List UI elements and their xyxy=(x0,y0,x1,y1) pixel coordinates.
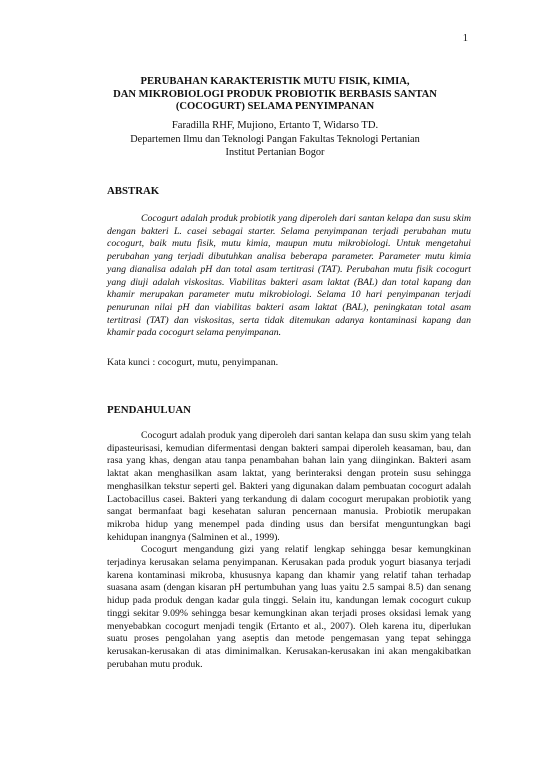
affiliation-line-1: Departemen Ilmu dan Teknologi Pangan Fakultas Teknologi Pertanian xyxy=(130,133,420,145)
title-block xyxy=(0,76,550,160)
intro-paragraph-2: Cocogurt mengandung gizi yang relatif lengkap sehingga besar kemungkinan terjadinya kerusakan selama penyimpanan. Kerusakan pada produk yogurt biasanya terjadi karena kontaminasi mikroba, khususnya kapang dan khamir yang relatif tahan terhadap suasana asam (dengan kisaran pH pertumbuhan yang luas yaitu 2.5 sampai 8.5) dan senang hidup pada produk dengan kadar gula tinggi. Selain itu, kandungan lemak cocogurt cukup tinggi sekitar 9.09% sehingga besar kemungkinan akan terjadi proses oksidasi lemak yang menyebabkan cocogurt menjadi tengik (Ertanto et al., 2007). Oleh karena itu, diperlukan suatu proses pengolahan yang aseptis dan metode pengemasan yang tepat sehingga kerusakan-kerusakan di atas diminimalkan. Kerusakan-kerusakan ini akan mengakibatkan perubahan mutu produk. xyxy=(107,544,471,670)
intro-heading: PENDAHULUAN xyxy=(107,404,191,416)
authors: Faradilla RHF, Mujiono, Ertanto T, Widarso TD. xyxy=(171,119,379,131)
paper-title-line-1: PERUBAHAN KARAKTERISTIK MUTU FISIK, KIMIA, xyxy=(140,76,410,87)
paper-title-line-2: DAN MIKROBIOLOGI PRODUK PROBIOTIK BERBASIS SANTAN xyxy=(113,88,437,100)
abstract-text: Cocogurt adalah produk probiotik yang diperoleh dari santan kelapa dan susu skim dengan bakteri L. casei sebagai starter. Selama penyimpanan terjadi perubahan mutu cocogurt, baik mutu fisik, mutu kimia, maupun mutu mikrobiologi. Untuk mengetahui perubahan yang terjadi dibutuhkan analisa beberapa parameter. Parameter mutu kimia yang dianalisa adalah pH dan total asam tertitrasi (TAT). Perubahan mutu fisik cocogurt yang diuji adalah viskositas. Viabilitas bakteri asam laktat (BAL) dan total kapang dan khamir merupakan parameter mutu mikrobiologi. Selama 10 hari penyimpanan terjadi penurunan nilai pH dan viabilitas bakteri asam laktat (BAL), peningkatan total asam tertitrasi (TAT) dan viskositas, serta tidak ditemukan adanya kontaminasi kapang dan khamir pada cocogurt selama penyimpanan. xyxy=(107,213,471,339)
page-number: 1 xyxy=(462,33,468,44)
abstract-heading: ABSTRAK xyxy=(107,185,160,197)
affiliation-line-2: Institut Pertanian Bogor xyxy=(225,147,325,158)
paper-title-line-3: (COCOGURT) SELAMA PENYIMPANAN xyxy=(175,101,375,112)
keywords: Kata kunci : cocogurt, mutu, penyimpanan. xyxy=(107,357,279,368)
intro-body xyxy=(107,430,471,671)
intro-paragraph-1: Cocogurt adalah produk yang diperoleh dari santan kelapa dan susu skim yang telah dipasteurisasi, kemudian difermentasi dengan bakteri sampai diperoleh keasaman, bau, dan rasa yang khas, dengan atau tanpa penambahan bahan lain yang diinginkan. Bakteri asam laktat akan menghasilkan asam laktat, yang berinteraksi dengan protein susu sehingga menghasilkan tekstur seperti gel. Bakteri yang digunakan dalam pembuatan cocogurt adalah Lactobacillus casei. Bakteri yang terkandung di dalam cocogurt merupakan probiotik yang sangat bermanfaat bagi kesehatan saluran pencernaan manusia. Probiotik merupakan mikroba hidup yang menempel pada dinding usus dan bersifat menguntungkan bagi kehidupan inangnya (Salminen et al., 1999). xyxy=(107,430,471,543)
abstract-body xyxy=(107,213,471,340)
